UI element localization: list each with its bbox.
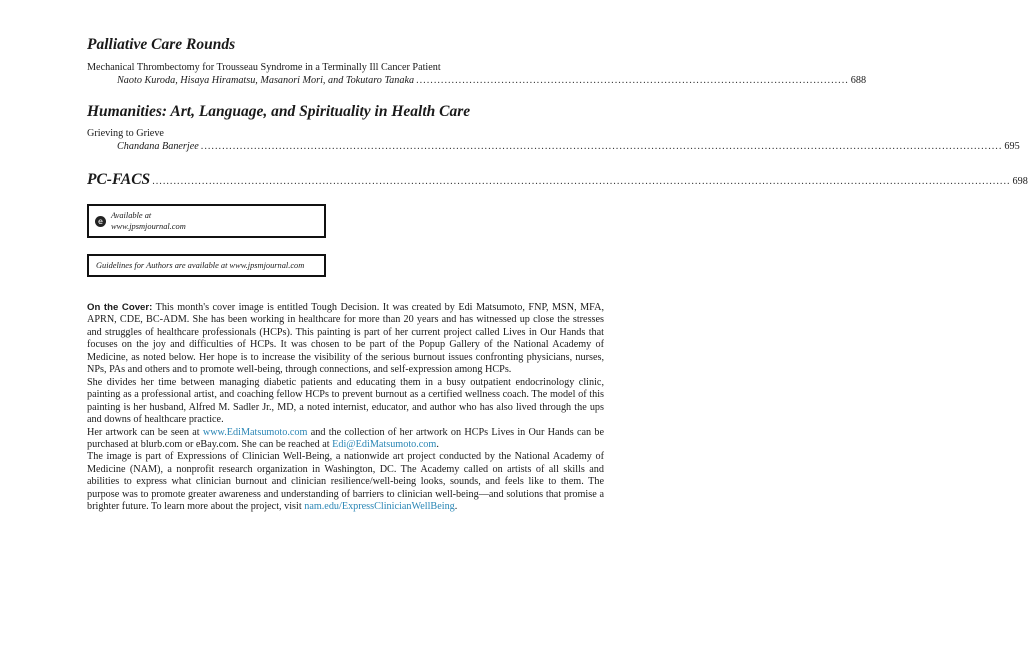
table-of-contents-page [87, 30, 1028, 514]
article-title[interactable]: Grieving to Grieve [87, 128, 164, 139]
cover-text: . [436, 438, 439, 450]
availability-line1: Available at [111, 211, 152, 220]
page-number: 698 [1012, 176, 1028, 187]
article-byline [87, 140, 1020, 153]
dot-leader: .................................................................................................................................................................................................................................................. [152, 176, 1011, 187]
availability-url[interactable]: www.jpsmjournal.com [111, 222, 186, 231]
nam-project-link[interactable]: nam.edu/ExpressClinicianWellBeing [304, 501, 455, 513]
artist-website-link[interactable]: www.EdiMatsumoto.com [202, 426, 308, 438]
cover-text: The image is part of Expressions of Clinician Well-Being, a nationwide art project conducted by the National Academy of Medicine (NAM), a nonprofit research organization in Washington, DC. The Academy called on artists of all skills and abilities to express what clinician burnout and clinician resilience/well-being looks, sounds, and feels like to them. The purpose was to promote greater awareness and understanding of barriers to clinician well-being—and solutions that promise a brighter future. To learn more about the project, visit [87, 451, 604, 513]
cover-paragraph: She divides her time between managing diabetic patients and educating them in a busy outpatient endocrinology clinic, painting as a professional artist, and coaching fellow HCPs to prevent burnout as a certified wellness coach. The model of this painting is her husband, Alfred M. Sadler Jr., MD, a noted internist, educator, and author who has also lived through the ups and downs of healthcare practice. [87, 376, 604, 426]
cover-description [87, 302, 604, 514]
article-byline [87, 74, 867, 87]
cover-paragraph [87, 427, 604, 452]
humanities-section [87, 102, 1020, 153]
guidelines-box[interactable] [87, 254, 326, 277]
availability-box[interactable] [87, 204, 326, 238]
article-authors: Chandana Banerjee [117, 141, 199, 152]
article-authors: Naoto Kuroda, Hisaya Hiramatsu, Masanori Mori, and Tokutaro Tanaka [117, 75, 415, 86]
cover-text: and the collection of her artwork on HCPs Lives in Our Hands can be purchased at blurb.com or eBay.com. She can be reached at [87, 426, 605, 450]
cover-paragraph [87, 451, 604, 513]
section-heading: Palliative Care Rounds [87, 36, 236, 53]
guidelines-text: Guidelines for Authors are available at www.jpsmjournal.com [96, 261, 305, 270]
cover-paragraph [87, 302, 604, 377]
dot-leader: .......................................................................................................................... [416, 75, 849, 86]
artist-email-link[interactable]: Edi@EdiMatsumoto.com [332, 438, 437, 450]
journal-logo-icon: e [95, 216, 106, 227]
page-number: 695 [1004, 141, 1020, 152]
palliative-section [87, 35, 867, 87]
pcfacs-section [87, 170, 1028, 190]
section-heading: Humanities: Art, Language, and Spirituality in Health Care [87, 103, 471, 120]
cover-text: This month's cover image is entitled Tough Decision. It was created by Edi Matsumoto, FNP, MSN, MFA, APRN, CDE, BC-ADM. She has been working in healthcare for more than 20 years and has witnessed up close the stresses and struggles of healthcare professionals (HCPs). This painting is part of her current project called Lives in Our Hands that focuses on the joy and difficulties of HCPs. It was chosen to be part of the Popup Gallery of the National Academy of Medicine, as noted below. Her hope is to increase the visibility of the serious burnout issues confronting physicians, nurses, NPs, PAs and others and to promote well-being, through connections, and self-expression among HCPs. [87, 302, 604, 376]
availability-text [111, 210, 186, 232]
section-heading[interactable]: PC-FACS [87, 171, 151, 188]
cover-text: . [454, 501, 458, 513]
cover-label: On the Cover: [87, 302, 153, 313]
article-title[interactable]: Mechanical Thrombectomy for Trousseau Syndrome in a Terminally Ill Cancer Patient [87, 62, 441, 73]
page-number: 688 [850, 75, 867, 86]
cover-text: Her artwork can be seen at [87, 426, 203, 438]
dot-leader: .................................................................................................................................................................................................................................. [200, 141, 1003, 152]
